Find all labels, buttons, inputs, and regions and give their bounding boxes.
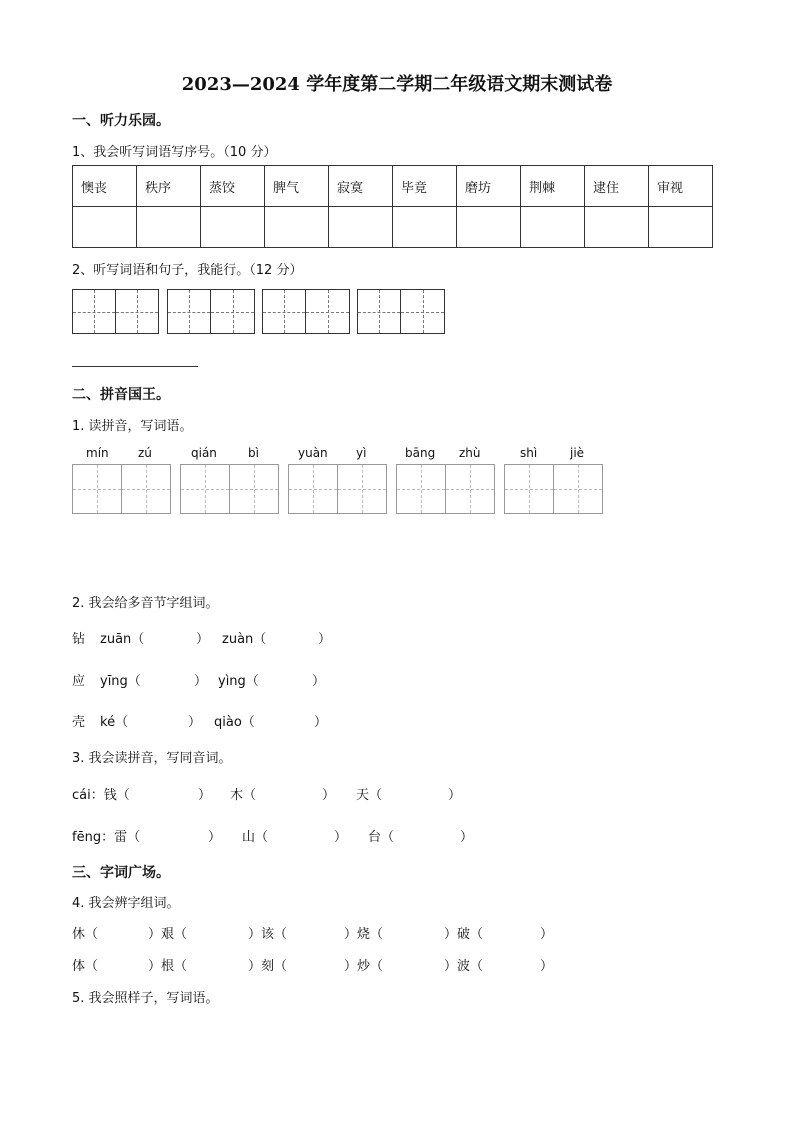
- word-pair-item: ）: [540, 927, 554, 942]
- word-cell: 逮住: [585, 166, 649, 207]
- bracket-close: ）: [188, 715, 202, 730]
- grid-cell[interactable]: [116, 289, 159, 334]
- word-cell: 磨坊: [457, 166, 521, 207]
- grid-cell[interactable]: [167, 289, 211, 334]
- homophone-word: 天（: [356, 788, 383, 803]
- pinyin-writing-grid[interactable]: [396, 464, 495, 514]
- grid-cell[interactable]: [446, 464, 495, 514]
- homophone-word: 台（: [368, 830, 395, 845]
- section-2-heading: 二、拼音国王。: [72, 387, 170, 403]
- question-1-1: 1、我会听写词语写序号。（10 分）: [72, 145, 277, 160]
- bracket-close: ）: [194, 674, 208, 689]
- page-title: 2023—2024 学年度第二学期二年级语文期末测试卷: [181, 74, 613, 95]
- question-2-3: 3. 我会读拼音，写同音词。: [72, 751, 232, 766]
- answer-cell[interactable]: [201, 207, 265, 248]
- bracket-close: ）: [318, 632, 332, 647]
- word-pair-item: ）炒（: [344, 959, 384, 974]
- word-pair-item: ）: [540, 959, 554, 974]
- word-cell: 秩序: [137, 166, 201, 207]
- bracket-close: ）: [312, 674, 326, 689]
- answer-line[interactable]: [72, 366, 198, 367]
- word-cell: 懊丧: [73, 166, 137, 207]
- word-pair-item: ）刻（: [248, 959, 288, 974]
- answer-cell[interactable]: [457, 207, 521, 248]
- pinyin-writing-grid[interactable]: [288, 464, 387, 514]
- grid-cell[interactable]: [122, 464, 171, 514]
- bracket-close: ）: [198, 788, 212, 803]
- pinyin-label: mín: [86, 446, 109, 460]
- writing-grid[interactable]: [262, 289, 350, 334]
- polyphone-reading-a: ké（: [100, 715, 129, 730]
- homophone-label: fēng：雷（: [72, 830, 141, 845]
- question-2-2: 2. 我会给多音节字组词。: [72, 596, 219, 611]
- pinyin-label: bì: [248, 446, 259, 460]
- answer-cell[interactable]: [649, 207, 713, 248]
- pinyin-writing-grid[interactable]: [72, 464, 171, 514]
- word-pair-item: ）根（: [148, 959, 188, 974]
- writing-grid[interactable]: [357, 289, 445, 334]
- grid-cell[interactable]: [306, 289, 350, 334]
- word-pair-item: ）该（: [248, 927, 288, 942]
- answer-cell[interactable]: [521, 207, 585, 248]
- word-cell: 脾气: [265, 166, 329, 207]
- homophone-word: 山（: [242, 830, 269, 845]
- grid-cell[interactable]: [230, 464, 279, 514]
- section-1-heading: 一、听力乐园。: [72, 113, 170, 129]
- writing-grid[interactable]: [72, 289, 159, 334]
- answer-cell[interactable]: [73, 207, 137, 248]
- word-pair-item: ）艰（: [148, 927, 188, 942]
- polyphone-char: 壳: [72, 715, 86, 730]
- bracket-close: ）: [314, 715, 328, 730]
- polyphone-reading-a: yīng（: [100, 674, 141, 689]
- grid-cell[interactable]: [338, 464, 387, 514]
- pinyin-label: jiè: [570, 446, 585, 460]
- grid-cell[interactable]: [357, 289, 401, 334]
- grid-cell[interactable]: [72, 464, 122, 514]
- word-cell: 寂寞: [329, 166, 393, 207]
- word-pair-item: ）烧（: [344, 927, 384, 942]
- polyphone-reading-b: zuàn（: [222, 632, 267, 647]
- answer-cell[interactable]: [393, 207, 457, 248]
- question-3-4: 4. 我会辨字组词。: [72, 896, 180, 911]
- dictation-word-table: [72, 165, 713, 248]
- homophone-word: 木（: [230, 788, 257, 803]
- bracket-close: ）: [334, 830, 348, 845]
- bracket-close: ）: [322, 788, 336, 803]
- homophone-label: cái：钱（: [72, 788, 130, 803]
- grid-cell[interactable]: [396, 464, 446, 514]
- bracket-close: ）: [460, 830, 474, 845]
- question-1-2: 2、听写词语和句子，我能行。（12 分）: [72, 263, 303, 278]
- pinyin-label: yuàn: [298, 446, 328, 460]
- pinyin-label: qián: [191, 446, 217, 460]
- word-pair-item: ）波（: [444, 959, 484, 974]
- question-3-5: 5. 我会照样子，写词语。: [72, 991, 219, 1006]
- grid-cell[interactable]: [262, 289, 306, 334]
- word-pair-item: ）破（: [444, 927, 484, 942]
- bracket-close: ）: [208, 830, 222, 845]
- pinyin-label: bāng: [405, 446, 436, 460]
- word-cell: 蒸饺: [201, 166, 265, 207]
- grid-cell[interactable]: [401, 289, 445, 334]
- grid-cell[interactable]: [211, 289, 255, 334]
- pinyin-label: yì: [356, 446, 367, 460]
- word-cell: 荆棘: [521, 166, 585, 207]
- table-row: [73, 207, 713, 248]
- table-row: [73, 166, 713, 207]
- bracket-close: ）: [196, 632, 210, 647]
- answer-cell[interactable]: [137, 207, 201, 248]
- writing-grid[interactable]: [167, 289, 255, 334]
- grid-cell[interactable]: [554, 464, 603, 514]
- polyphone-char: 钻: [72, 632, 86, 647]
- pinyin-writing-grid[interactable]: [504, 464, 603, 514]
- grid-cell[interactable]: [180, 464, 230, 514]
- bracket-close: ）: [448, 788, 462, 803]
- word-cell: 审视: [649, 166, 713, 207]
- pinyin-label: zú: [138, 446, 152, 460]
- grid-cell[interactable]: [288, 464, 338, 514]
- word-pair-item: 休（: [72, 927, 99, 942]
- polyphone-reading-b: yìng（: [218, 674, 259, 689]
- polyphone-reading-a: zuān（: [100, 632, 145, 647]
- question-2-1: 1. 读拼音，写词语。: [72, 419, 193, 434]
- answer-cell[interactable]: [585, 207, 649, 248]
- word-cell: 毕竟: [393, 166, 457, 207]
- pinyin-label: zhù: [459, 446, 481, 460]
- pinyin-writing-grid[interactable]: [180, 464, 279, 514]
- pinyin-label: shì: [520, 446, 538, 460]
- section-3-heading: 三、字词广场。: [72, 865, 170, 881]
- grid-cell[interactable]: [72, 289, 116, 334]
- word-pair-item: 体（: [72, 959, 99, 974]
- grid-cell[interactable]: [504, 464, 554, 514]
- answer-cell[interactable]: [329, 207, 393, 248]
- polyphone-char: 应: [72, 674, 86, 689]
- answer-cell[interactable]: [265, 207, 329, 248]
- polyphone-reading-b: qiào（: [214, 715, 255, 730]
